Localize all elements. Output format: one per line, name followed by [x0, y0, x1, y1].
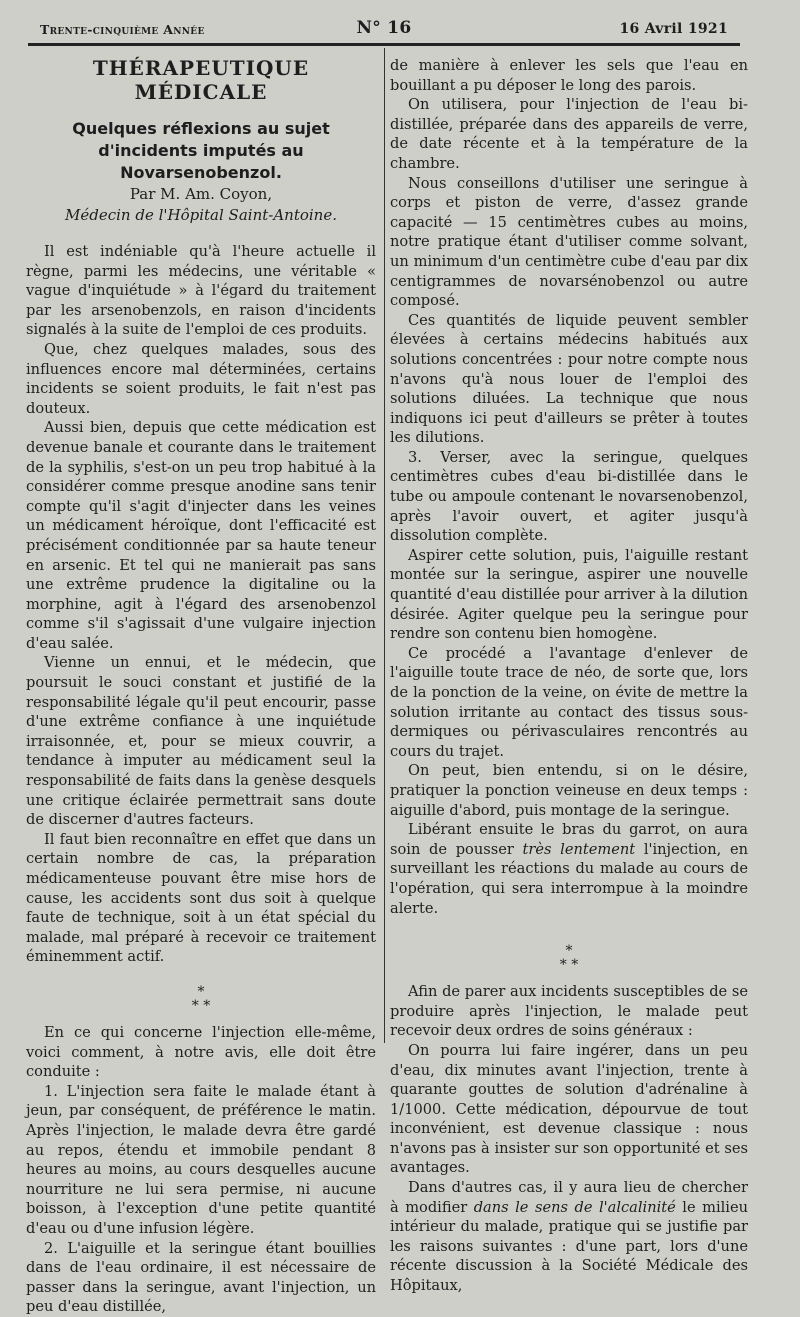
emphasis: dans le sens de l'alcalinité: [473, 1198, 676, 1216]
paragraph: Aussi bien, depuis que cette médication est devenue banale et courante dans le traitement de la syphilis, s'est-on un peu trop habitué à la considérer comme presque anodine sans tenir compte qu'il s'agit d'injecter dans les veines un médicament héroïque, dont l'efficacité est précisément conditionnée par sa haute teneur en arsenic. Et tel qui ne manierait pas sans une extrême prudence la digitaline ou la morphine, agit à l'égard des arsenobenzol comme s'il s'agissait d'une vulgaire injection d'eau salée.: [26, 419, 376, 652]
paragraph-dans: [390, 1178, 748, 1296]
header-rule: [28, 43, 740, 46]
asterism-top: *: [565, 943, 573, 960]
paragraph: 1. L'injection sera faite le malade étant à jeun, par conséquent, de préférence le matin. Après l'injection, le malade devra être gardé au repos, étendu et immobile pendant 8 heures au moins, au cours desquelles aucune nourriture ne lui sera permise, ni aucune boisson, à l'exception d'une petite quantité d'eau ou d'une infusion légère.: [26, 1082, 376, 1237]
paragraph: Il faut bien reconnaître en effet que dans un certain nombre de cas, la préparation médicamenteuse pouvant être mise hors de cause, les accidents sont dus soit à quelque faute de technique, soit à un état spécial du malade, mal préparé à recevoir ce traitement éminemment actif.: [26, 830, 376, 966]
column-divider: [384, 48, 385, 1043]
paragraph: On pourra lui faire ingérer, dans un peu d'eau, dix minutes avant l'injection, trente à quarante gouttes de solution d'adrénaline à 1/1000. Cette médication, dépourvue de tout inconvénient, est devenue classique : nous n'avons pas à insister sur son opportunité et ses avantages.: [390, 1041, 748, 1177]
asterism-bottom: * *: [559, 957, 579, 974]
text-run: Libérant ensuite le bras du garrot, on aura soin de pousser: [390, 821, 748, 858]
text-run: l'injection, en surveillant les réactions du malade au cours de l'opération, qui sera interrompue à la moindre alerte.: [390, 840, 748, 917]
running-head: [40, 18, 728, 40]
paragraph: Ces quantités de liquide peuvent sembler élevées à certains médecins habitués aux solutions concentrées : pour notre compte nous n'avons qu'à nous louer de l'emploi des solutions diluées. La technique que nous indiquons ici peut d'ailleurs se prêter à toutes les dilutions.: [390, 311, 748, 447]
paragraph: Afin de parer aux incidents susceptibles de se produire après l'injection, le malade peut recevoir deux ordres de soins généraux :: [390, 983, 748, 1040]
paragraph: En ce qui concerne l'injection elle-même, voici comment, à notre avis, elle doit être conduite :: [26, 1023, 376, 1081]
paragraph: On utilisera, pour l'injection de l'eau bi-distillée, préparée dans des appareils de verre, de date récente et à la température de la chambre.: [390, 96, 748, 172]
author-byline: Par M. Am. Coyon,: [129, 185, 273, 203]
paragraph: 2. L'aiguille et la seringue étant bouillies dans de l'eau ordinaire, il est nécessaire de passer dans la seringue, avant l'injection, un peu d'eau distillée,: [26, 1239, 376, 1316]
right-column: [390, 56, 748, 1295]
section-break-asterism: [390, 944, 748, 972]
issue-number: N° 16: [356, 18, 412, 38]
paragraph: Vienne un ennui, et le médecin, que poursuit le souci constant et justifié de la responsabilité légale qu'il peut encourir, passe d'une extrême confiance à une inquiétude irraisonnée, et, pour se mieux couvrir, a tendance à imputer au médicament seul la responsabilité de faits dans la genèse desquels une critique éclairée permettrait sans doute de discerner d'autres facteurs.: [26, 654, 376, 829]
paragraph: Il est indéniable qu'à l'heure actuelle il règne, parmi les médecins, une véritable « vague d'inquiétude » à l'égard du traitement par les arsenobenzols, en raison d'incidents signalés à la suite de l'emploi de ces produits.: [26, 243, 376, 339]
emphasis: très lentement: [522, 840, 636, 858]
text-run: Dans d'autres cas, il y aura lieu de chercher à modifier: [390, 1179, 748, 1216]
section-title: THÉRAPEUTIQUE MÉDICALE: [92, 56, 310, 104]
author-affiliation: Médecin de l'Hôpital Saint-Antoine.: [65, 206, 337, 224]
asterism-bottom: * *: [191, 997, 211, 1014]
paragraph: On peut, bien entendu, si on le désire, pratiquer la ponction veineuse en deux temps : aiguille d'abord, puis montage de la seringue.: [390, 762, 748, 819]
asterism-top: *: [197, 983, 205, 1000]
issue-date: 16 Avril 1921: [619, 21, 728, 37]
section-break-asterism: [26, 985, 376, 1013]
paragraph-liberant: [390, 820, 748, 918]
paragraph: Que, chez quelques malades, sous des influences encore mal déterminées, certains incidents se soient produits, le fait n'est pas douteux.: [26, 340, 376, 417]
paragraph: Aspirer cette solution, puis, l'aiguille restant montée sur la seringue, aspirer une nouvelle quantité d'eau distillée pour arriver à la dilution désirée. Agiter quelque peu la seringue pour rendre son contenu bien homogène.: [390, 546, 748, 643]
article-title: Quelques réflexions au sujet d'incidents imputés au Novarsenobenzol.: [72, 119, 330, 182]
volume-year: Trente-cinquième Année: [40, 22, 205, 37]
text-run: le milieu intérieur du malade, pratique qui se justifie par les raisons suivantes : d'une part, lors d'une récente discussion à la Société Médicale des Hôpitaux,: [390, 1198, 748, 1295]
paragraph: de manière à enlever les sels que l'eau en bouillant a pu déposer le long des parois.: [390, 57, 748, 94]
paragraph: Ce procédé a l'avantage d'enlever de l'aiguille toute trace de néo, de sorte que, lors de la ponction de la veine, on évite de mettre la solution irritante au contact des tissus sous-dermiques ou périvasculaires rencontrés au cours du trajet.: [390, 644, 748, 760]
paragraph: Nous conseillons d'utiliser une seringue à corps et piston de verre, d'assez grande capacité — 15 centimètres cubes au moins, notre pratique étant d'utiliser comme solvant, un minimum d'un centimètre cube d'eau par dix centigrammes de novarsénobenzol ou autre composé.: [390, 174, 748, 310]
left-column: [26, 56, 376, 1316]
paragraph: 3. Verser, avec la seringue, quelques centimètres cubes d'eau bi-distillée dans le tube ou ampoule contenant le novarsenobenzol, après l'avoir ouvert, et agiter jusqu'à dissolution complète.: [390, 448, 748, 545]
